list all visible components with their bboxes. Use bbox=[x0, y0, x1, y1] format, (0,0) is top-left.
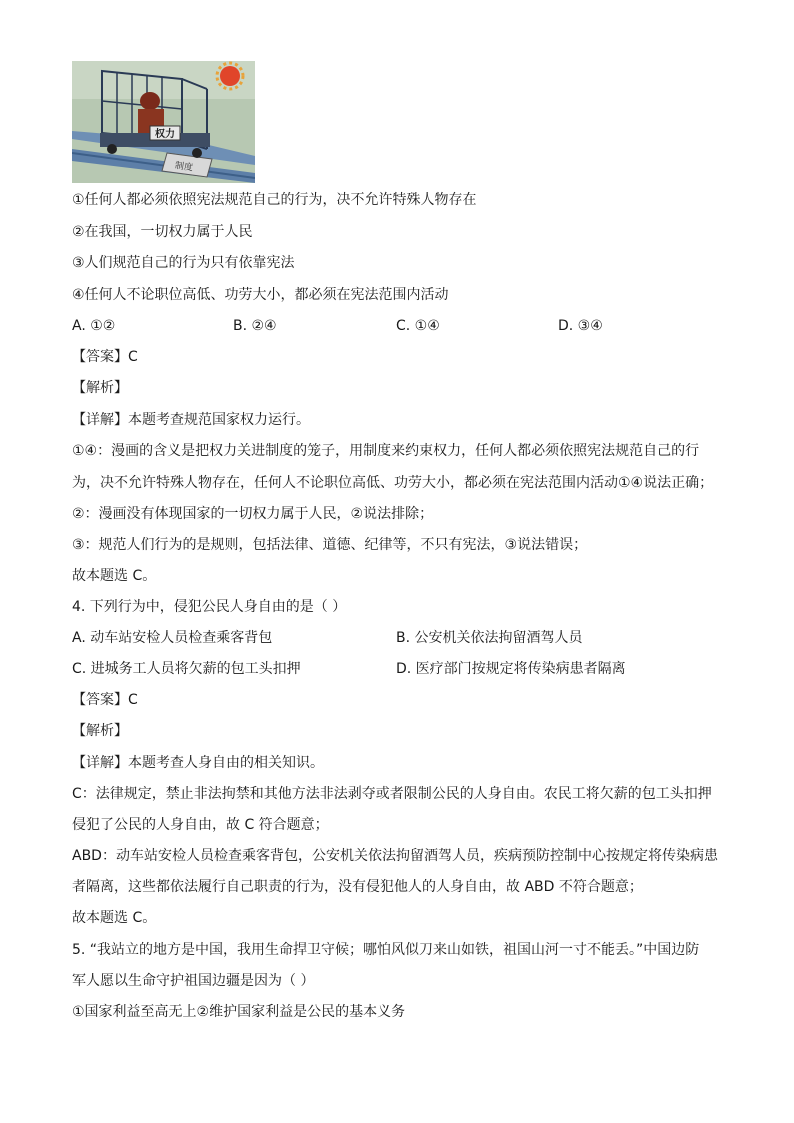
q4-option-a: A. 动车站安检人员检查乘客背包 bbox=[72, 630, 273, 646]
q4-option-d: D. 医疗部门按规定将传染病患者隔离 bbox=[396, 661, 626, 677]
q4-analysis-heading: 【解析】 bbox=[72, 723, 128, 739]
q3-explanation-2: 为，决不允许特殊人物存在，任何人不论职位高低、功劳大小，都必须在宪法范围内活动①④说法正确； bbox=[72, 475, 714, 491]
q4-option-c: C. 进城务工人员将欠薪的包工头扣押 bbox=[72, 661, 301, 677]
q3-conclusion: 故本题选 C。 bbox=[72, 568, 157, 584]
q4-answer: 【答案】C bbox=[72, 692, 138, 708]
q3-option-d: D. ③④ bbox=[558, 318, 603, 334]
q4-explanation-4: 者隔离，这些都依法履行自己职责的行为，没有侵犯他人的人身自由，故 ABD 不符合题意； bbox=[72, 879, 643, 895]
q3-option-a: A. ①② bbox=[72, 318, 116, 334]
statement-3: ③人们规范自己的行为只有依靠宪法 bbox=[72, 255, 295, 271]
q3-explanation-3: ②：漫画没有体现国家的一切权力属于人民，②说法排除； bbox=[72, 506, 434, 522]
q3-detail: 【详解】本题考查规范国家权力运行。 bbox=[72, 412, 310, 428]
q5-stem-line-2: 军人愿以生命守护祖国边疆是因为（ ） bbox=[72, 973, 315, 989]
q5-stem-line-1: 5. “我站立的地方是中国，我用生命捍卫守候；哪怕风似刀来山如铁，祖国山河一寸不能丢。”中国边防 bbox=[72, 942, 700, 958]
q4-stem: 4. 下列行为中，侵犯公民人身自由的是（ ） bbox=[72, 599, 347, 615]
q4-option-b: B. 公安机关依法拘留酒驾人员 bbox=[396, 630, 583, 646]
q4-detail: 【详解】本题考查人身自由的相关知识。 bbox=[72, 755, 324, 771]
q4-explanation-1: C：法律规定，禁止非法拘禁和其他方法非法剥夺或者限制公民的人身自由。农民工将欠薪的包工头扣押 bbox=[72, 786, 712, 802]
cage-label: 权力 bbox=[155, 129, 175, 140]
track-label: 制度 bbox=[174, 161, 194, 174]
cartoon-image bbox=[72, 61, 255, 183]
q5-statement: ①国家利益至高无上②维护国家利益是公民的基本义务 bbox=[72, 1004, 406, 1020]
q3-answer: 【答案】C bbox=[72, 349, 138, 365]
q3-explanation-4: ③：规范人们行为的是规则，包括法律、道德、纪律等，不只有宪法，③说法错误； bbox=[72, 537, 588, 553]
q4-conclusion: 故本题选 C。 bbox=[72, 910, 157, 926]
q3-explanation-1: ①④：漫画的含义是把权力关进制度的笼子，用制度来约束权力，任何人都必须依照宪法规范自己的行 bbox=[72, 443, 700, 459]
q3-option-c: C. ①④ bbox=[396, 318, 440, 334]
statement-4: ④任何人不论职位高低、功劳大小，都必须在宪法范围内活动 bbox=[72, 287, 449, 303]
q3-analysis-heading: 【解析】 bbox=[72, 380, 128, 396]
q3-option-b: B. ②④ bbox=[233, 318, 277, 334]
statement-2: ②在我国，一切权力属于人民 bbox=[72, 224, 253, 240]
statement-1: ①任何人都必须依照宪法规范自己的行为，决不允许特殊人物存在 bbox=[72, 192, 477, 208]
q4-explanation-3: ABD：动车站安检人员检查乘客背包，公安机关依法拘留酒驾人员，疾病预防控制中心按规定将传染病患 bbox=[72, 848, 718, 864]
q4-explanation-2: 侵犯了公民的人身自由，故 C 符合题意； bbox=[72, 817, 329, 833]
